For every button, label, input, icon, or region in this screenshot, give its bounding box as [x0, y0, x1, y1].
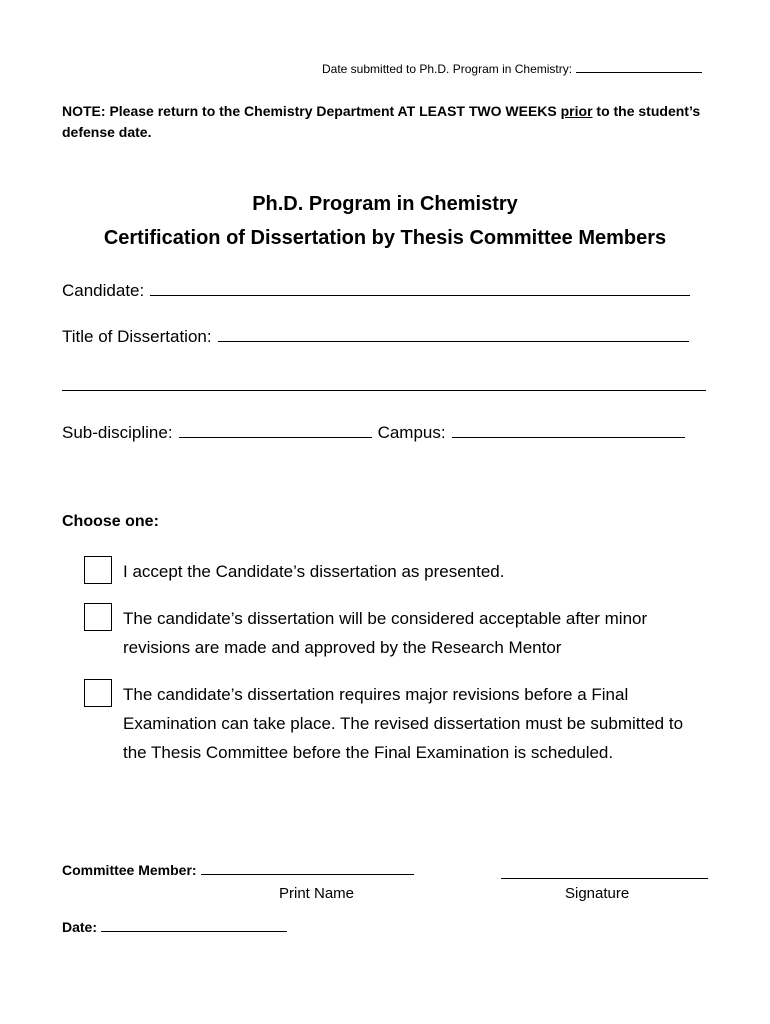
- date-submitted-blank[interactable]: [576, 71, 702, 73]
- campus-label: Campus:: [377, 423, 446, 442]
- major-revisions-label: The candidate’s dissertation requires major revisions before a Final Examination can take place. The revised dissertation must be submitted to the Thesis Committee before the Final Examination is scheduled.: [123, 685, 684, 762]
- print-name-caption: Print Name: [279, 885, 355, 902]
- date-submitted-line: [322, 62, 702, 76]
- note-prefix: NOTE: Please return to the Chemistry Department AT LEAST TWO WEEKS: [62, 103, 561, 119]
- minor-revisions-checkbox[interactable]: [84, 603, 112, 631]
- print-name-blank[interactable]: [201, 873, 414, 875]
- program-title: Ph.D. Program in Chemistry: [252, 193, 518, 215]
- signature-blank[interactable]: [501, 878, 708, 879]
- note-suffix: to the student’s defense date.: [62, 103, 701, 140]
- committee-member-label: Committee Member:: [62, 862, 197, 878]
- note-emphasis: prior: [560, 103, 593, 119]
- candidate-label: Candidate:: [62, 281, 145, 300]
- subdiscipline-campus-field: [62, 423, 691, 443]
- major-revisions-checkbox[interactable]: [84, 679, 112, 707]
- campus-blank[interactable]: [452, 436, 685, 438]
- subdiscipline-blank[interactable]: [179, 436, 372, 438]
- accept-as-presented-label: I accept the Candidate’s dissertation as presented.: [123, 562, 505, 581]
- candidate-field: [62, 281, 690, 301]
- date-submitted-label: Date submitted to Ph.D. Program in Chemistry:: [322, 62, 573, 76]
- accept-as-presented-checkbox[interactable]: [84, 556, 112, 584]
- choose-one-heading: Choose one:: [62, 513, 159, 530]
- signature-caption: Signature: [565, 885, 630, 902]
- dissertation-title-field: [62, 327, 689, 347]
- dissertation-title-blank[interactable]: [218, 340, 689, 342]
- date-label: Date:: [62, 919, 98, 935]
- dissertation-title-label: Title of Dissertation:: [62, 327, 212, 346]
- date-blank[interactable]: [101, 930, 287, 932]
- subdiscipline-label: Sub-discipline:: [62, 423, 173, 442]
- dissertation-title-blank-continued[interactable]: [62, 390, 706, 391]
- return-note: [62, 101, 702, 143]
- minor-revisions-label: The candidate’s dissertation will be considered acceptable after minor revisions are made and approved by the Research Mentor: [123, 609, 648, 657]
- committee-member-field: [62, 862, 414, 878]
- candidate-blank[interactable]: [150, 294, 690, 296]
- date-field: [62, 919, 287, 935]
- form-title: Certification of Dissertation by Thesis Committee Members: [103, 227, 667, 249]
